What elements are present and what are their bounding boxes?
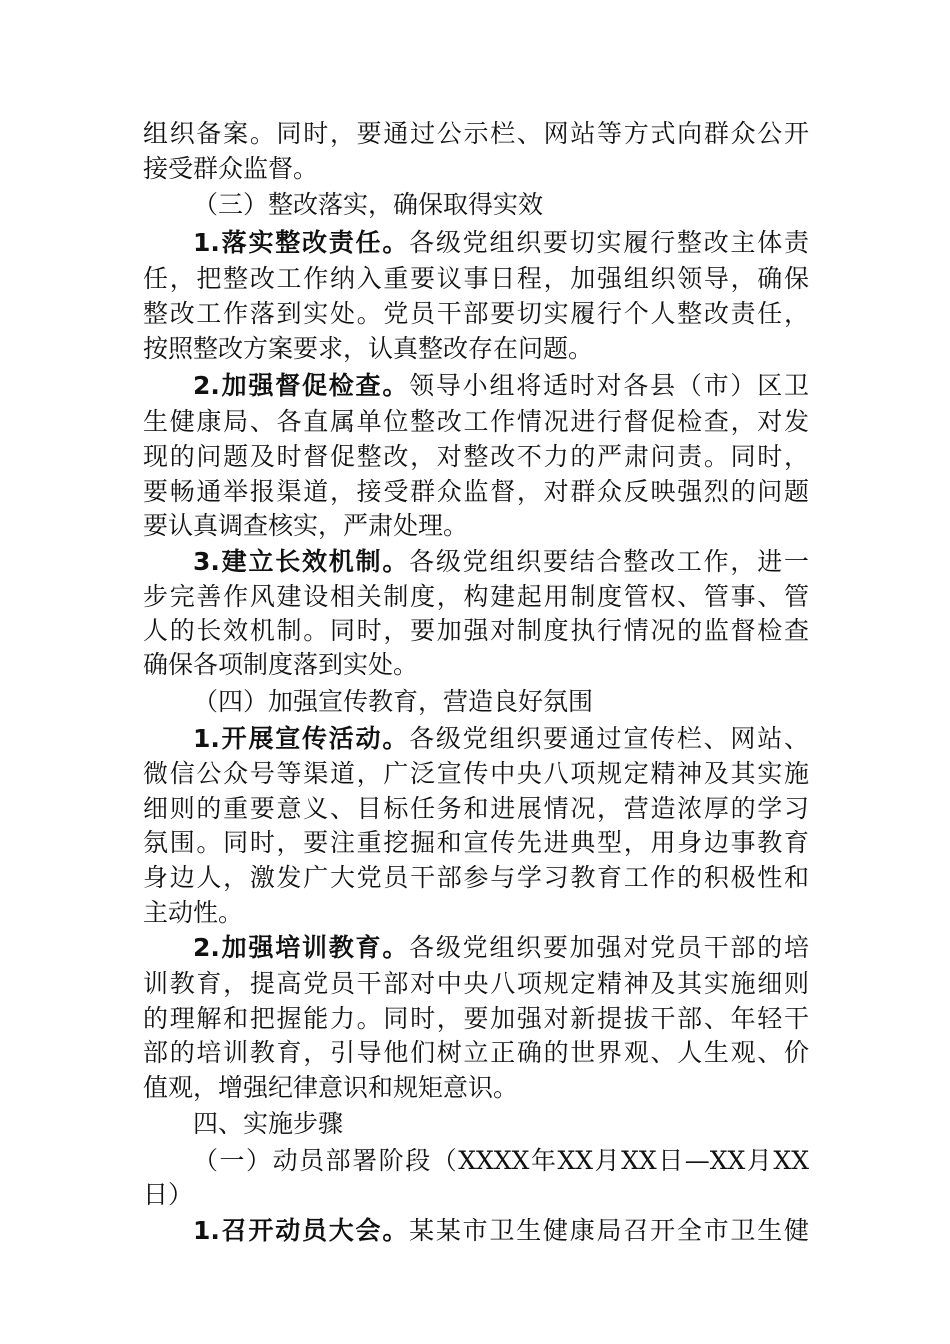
body-text-line: 确保各项制度落到实处。	[143, 650, 419, 679]
paragraph-lead: 2.加强培训教育。	[193, 933, 410, 962]
body-text-line: 值观，增强纪律意识和规矩意识。	[143, 1073, 519, 1102]
section-heading: （三）整改落实，确保取得实效	[193, 190, 544, 219]
paragraph-first-line	[193, 931, 809, 965]
body-text-line: 人的长效机制。同时，要加强对制度执行情况的监督检查	[143, 616, 809, 645]
body-text-line: 身边人，激发广大党员干部参与学习教育工作的积极性和	[143, 863, 809, 892]
body-text: 某某市卫生健康局召开全市卫生健	[409, 1216, 809, 1245]
paragraph-lead: 1.落实整改责任。	[193, 228, 410, 257]
paragraph-first-line	[193, 545, 809, 579]
paragraph-lead: 1.开展宣传活动。	[193, 724, 410, 753]
body-text-line: 部的培训教育，引导他们树立正确的世界观、人生观、价	[143, 1038, 809, 1067]
body-text-line: 组织备案。同时，要通过公示栏、网站等方式向群众公开	[143, 119, 809, 148]
body-text-line: 微信公众号等渠道，广泛宣传中央八项规定精神及其实施	[143, 759, 809, 788]
chapter-heading: 四、实施步骤	[193, 1109, 344, 1138]
paragraph-lead: 3.建立长效机制。	[193, 547, 410, 576]
paragraph-lead: 2.加强督促检查。	[193, 371, 410, 400]
paragraph-lead: 1.召开动员大会。	[193, 1216, 410, 1245]
body-text: 领导小组将适时对各县（市）区卫	[409, 371, 809, 400]
body-text-line: 的理解和把握能力。同时，要加强对新提拔干部、年轻干	[143, 1004, 809, 1033]
body-text-line: 氛围。同时，要注重挖掘和宣传先进典型，用身边事教育	[143, 828, 809, 857]
body-text-line: 按照整改方案要求，认真整改存在问题。	[143, 334, 594, 363]
paragraph-first-line	[193, 226, 809, 260]
body-text-line: 细则的重要意义、目标任务和进展情况，营造浓厚的学习	[143, 794, 809, 823]
body-text-line: 接受群众监督。	[143, 154, 319, 183]
body-text: 各级党组织要结合整改工作，进一	[409, 547, 809, 576]
body-text-line: 要认真调查核实，严肃处理。	[143, 511, 469, 540]
section-heading: （四）加强宣传教育，营造良好氛围	[193, 687, 594, 716]
body-text: 各级党组织要加强对党员干部的培	[409, 933, 809, 962]
body-text-line: 要畅通举报渠道，接受群众监督，对群众反映强烈的问题	[143, 477, 809, 506]
body-text: 各级党组织要通过宣传栏、网站、	[409, 724, 809, 753]
body-text-line: 步完善作风建设相关制度，构建起用制度管权、管事、管	[143, 582, 809, 611]
body-text-line: 主动性。	[143, 898, 244, 927]
paragraph-first-line	[193, 722, 809, 756]
paragraph-first-line	[193, 369, 809, 403]
paragraph-first-line	[193, 1214, 809, 1248]
body-text-line: 训教育，提高党员干部对中央八项规定精神及其实施细则	[143, 969, 809, 998]
body-text-line: 现的问题及时督促整改，对整改不力的严肃问责。同时，	[143, 442, 809, 471]
section-heading: （一）动员部署阶段（XXXX年XX月XX日—XX月XX	[193, 1146, 809, 1175]
body-text-line: 任，把整改工作纳入重要议事日程，加强组织领导，确保	[143, 264, 809, 293]
body-text-line: 整改工作落到实处。党员干部要切实履行个人整改责任，	[143, 299, 809, 328]
section-heading-continued: 日）	[143, 1180, 194, 1209]
body-text: 各级党组织要切实履行整改主体责	[409, 228, 809, 257]
body-text-line: 生健康局、各直属单位整改工作情况进行督促检查，对发	[143, 407, 809, 436]
